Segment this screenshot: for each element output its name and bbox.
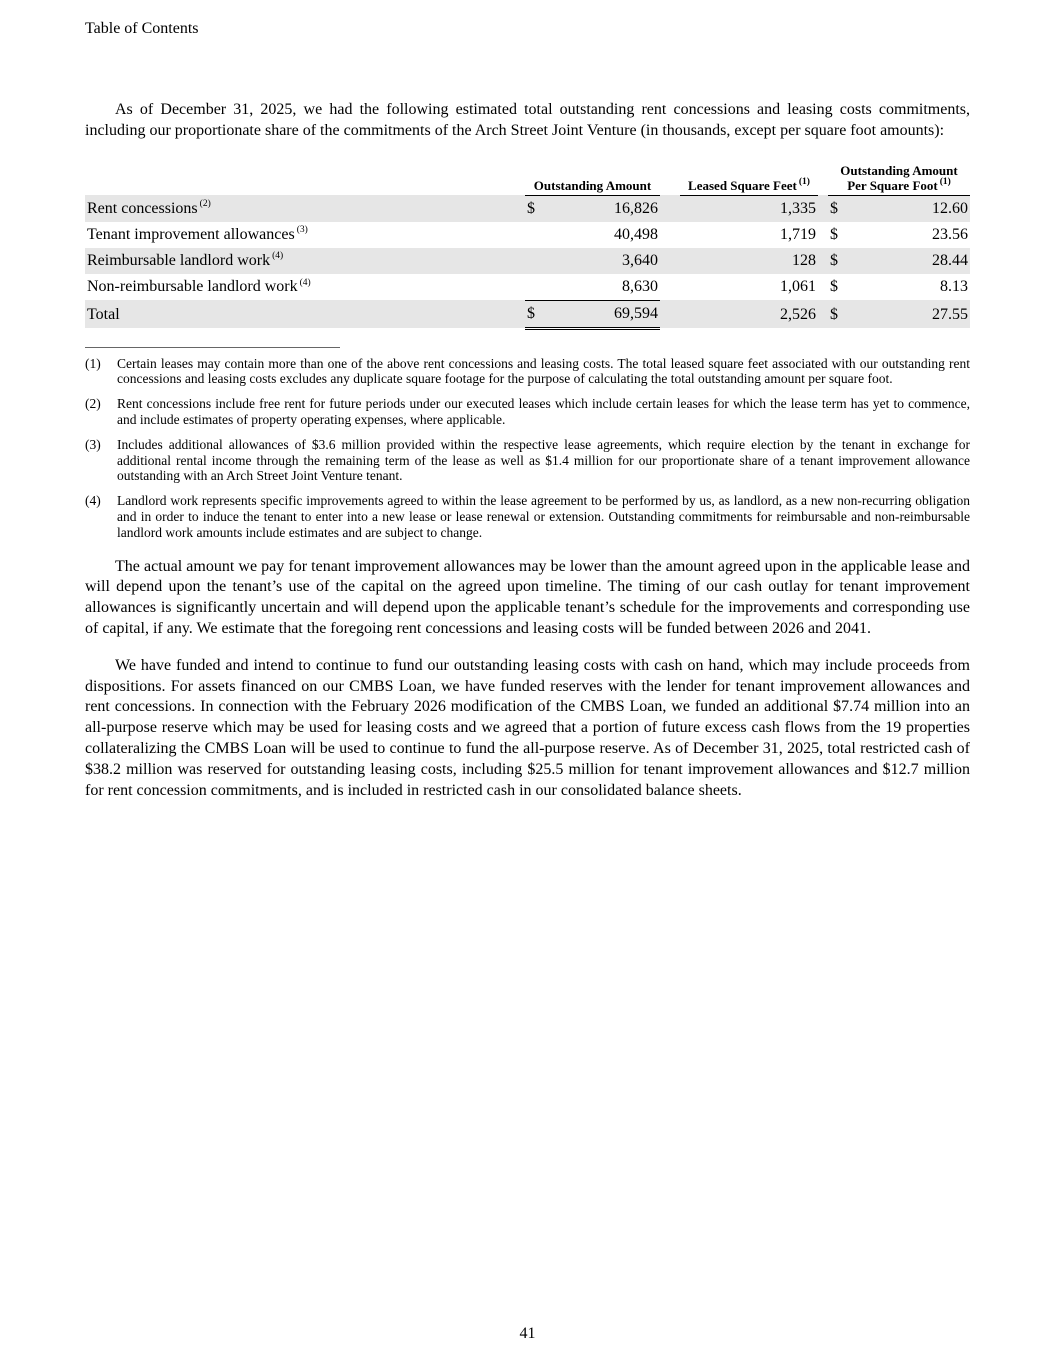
outstanding-amount-value: 3,640 bbox=[545, 248, 660, 274]
per-sqft-value: 28.44 bbox=[848, 248, 970, 274]
footnote-number: (3) bbox=[85, 436, 101, 452]
per-sqft-value: 12.60 bbox=[848, 195, 970, 222]
dollar-sign: $ bbox=[525, 300, 545, 328]
dollar-sign: $ bbox=[830, 278, 838, 296]
cell-spacer bbox=[660, 274, 680, 301]
footnote-1 bbox=[85, 356, 970, 388]
outstanding-amount-value: 40,498 bbox=[614, 225, 658, 243]
dollar-sign: $ bbox=[828, 300, 848, 328]
footnote-2 bbox=[85, 396, 970, 428]
footnote-4 bbox=[85, 493, 970, 540]
footnote-text: Landlord work represents specific improvements agreed to within the lease agreement to be performed by us, as landlord, as a new non-recurring obligation and in order to induce the tenant to enter into a new lease or lease renewal or extension. Outstanding commitments for reimbursable and non-reimbursable landlord work amounts include estimates and are subject to change. bbox=[117, 493, 970, 540]
col-header-label: Leased Square Feet bbox=[688, 177, 797, 193]
dollar-sign: $ bbox=[828, 195, 848, 222]
footnote-ref-sup: (3) bbox=[296, 225, 308, 236]
col-header-label: Outstanding Amount bbox=[533, 177, 652, 193]
footnote-number: (2) bbox=[85, 396, 101, 412]
header-spacer bbox=[818, 163, 828, 196]
footnote-text: Rent concessions include free rent for future periods under our executed leases which include certain leases for which the lease term has yet to commence, and include estimates of property operating expenses, where applicable. bbox=[117, 396, 970, 427]
cell-spacer bbox=[818, 222, 828, 248]
header-spacer bbox=[85, 163, 525, 196]
col-header-per-square-foot bbox=[828, 163, 970, 196]
outstanding-amount-value: 8,630 bbox=[545, 274, 660, 301]
row-label: Total bbox=[85, 300, 525, 328]
cell-spacer bbox=[818, 248, 828, 274]
dollar-sign: $ bbox=[525, 195, 545, 222]
footnote-number: (1) bbox=[85, 355, 101, 371]
footnote-ref-sup: (4) bbox=[272, 251, 284, 262]
leased-sqft-value: 1,061 bbox=[780, 278, 816, 296]
outstanding-amount-value: 16,826 bbox=[545, 195, 660, 222]
row-label: Tenant improvement allowances $^{(3)}$ bbox=[87, 225, 308, 243]
per-sqft-value: 8.13 bbox=[940, 278, 968, 296]
footnote-ref-sup: (2) bbox=[199, 199, 211, 210]
table-row bbox=[85, 248, 970, 274]
dollar-sign: $ bbox=[830, 225, 838, 243]
paragraph-tenant-improvement-timing: The actual amount we pay for tenant improvement allowances may be lower than the amount agreed upon in the applicable lease and will depend upon the tenant’s use of the capital on the agreed upon timeline. The timing of our cash outlay for tenant improvement allowances is significantly uncertain and will depend upon the applicable tenant’s schedule for the improvements and corresponding use of capital, if any. We estimate that the foregoing rent concessions and leasing costs will be funded between 2026 and 2041. bbox=[85, 557, 970, 637]
col-header-label: Outstanding Amount Per Square Foot bbox=[840, 162, 958, 193]
col-header-outstanding-amount bbox=[525, 163, 660, 196]
cell-spacer bbox=[660, 300, 680, 328]
cell-spacer bbox=[660, 195, 680, 222]
cell-spacer bbox=[660, 222, 680, 248]
leased-sqft-value: 128 bbox=[680, 248, 818, 274]
dollar-sign: $ bbox=[828, 248, 848, 274]
leased-sqft-value: 1,335 bbox=[680, 195, 818, 222]
per-sqft-total: 27.55 bbox=[848, 300, 970, 328]
header-spacer bbox=[660, 163, 680, 196]
footnotes-section bbox=[85, 356, 970, 541]
footnote-text: Certain leases may contain more than one of the above rent concessions and leasing costs. The total leased square feet associated with our outstanding rent concessions and leasing costs excludes any duplicate square footage for the purpose of calculating the total outstanding amount per square foot. bbox=[117, 355, 970, 387]
table-of-contents-link: Table of Contents bbox=[85, 20, 199, 37]
dollar-sign bbox=[525, 222, 545, 248]
table-row bbox=[85, 274, 970, 301]
row-label: Non-reimbursable landlord work $^{(4)}$ bbox=[87, 277, 311, 296]
dollar-sign bbox=[525, 274, 545, 301]
leased-sqft-value: 1,719 bbox=[780, 225, 816, 243]
col-header-leased-square-feet bbox=[680, 163, 818, 196]
per-sqft-value: 23.56 bbox=[932, 225, 968, 243]
footnote-divider bbox=[85, 347, 340, 348]
table-row bbox=[85, 195, 970, 222]
footnote-ref-sup: (1) bbox=[939, 177, 951, 188]
paragraph-leasing-costs-funding: We have funded and intend to continue to fund our outstanding leasing costs with cash on hand, which may include proceeds from dispositions. For assets financed on our CMBS Loan, we have funded reserves with the lender for tenant improvement allowances and rent concessions. In connection with the February 2026 modification of the CMBS Loan, we funded an additional $7.74 million into an all-purpose reserve which may be used for leasing costs and we agreed that a portion of future excess cash flows from the 19 properties collateralizing the CMBS Loan will be used to continue to fund the all-purpose reserve. As of December 31, 2025, total restricted cash of $38.2 million was reserved for outstanding leasing costs, including $25.5 million for tenant improvement allowances and $12.7 million for rent concession commitments, and is included in restricted cash in our consolidated balance sheets. bbox=[85, 656, 970, 799]
footnote-ref-sup: (4) bbox=[299, 277, 311, 288]
row-label: Reimbursable landlord work $^{(4)}$ bbox=[85, 248, 525, 274]
outstanding-amount-total: 69,594 bbox=[545, 300, 660, 328]
document-body bbox=[85, 0, 970, 801]
table-header-row bbox=[85, 163, 970, 196]
footnote-3 bbox=[85, 437, 970, 484]
footnote-text: Includes additional allowances of $3.6 million provided within the respective lease agreements, which require election by the tenant in exchange for additional rental income through the remaining term of the lease as well as $1.4 million for our proportionate share of a tenant improvement allowance outstanding with an Arch Street Joint Venture tenant. bbox=[117, 436, 970, 484]
leasing-commitments-table bbox=[85, 163, 970, 330]
intro-paragraph: As of December 31, 2025, we had the following estimated total outstanding rent concessions and leasing costs commitments, including our proportionate share of the commitments of the Arch Street Joint Venture (in thousands, except per square foot amounts): bbox=[85, 101, 970, 139]
page-number: 41 bbox=[519, 1325, 536, 1342]
footnote-number: (4) bbox=[85, 493, 101, 509]
row-label: Rent concessions $^{(2)}$ bbox=[85, 195, 525, 222]
table-total-row bbox=[85, 300, 970, 328]
dollar-sign bbox=[525, 248, 545, 274]
cell-spacer bbox=[818, 195, 828, 222]
table-row bbox=[85, 222, 970, 248]
cell-spacer bbox=[818, 274, 828, 301]
cell-spacer bbox=[818, 300, 828, 328]
footnote-ref-sup: (1) bbox=[798, 177, 810, 188]
leased-sqft-total: 2,526 bbox=[680, 300, 818, 328]
cell-spacer bbox=[660, 248, 680, 274]
